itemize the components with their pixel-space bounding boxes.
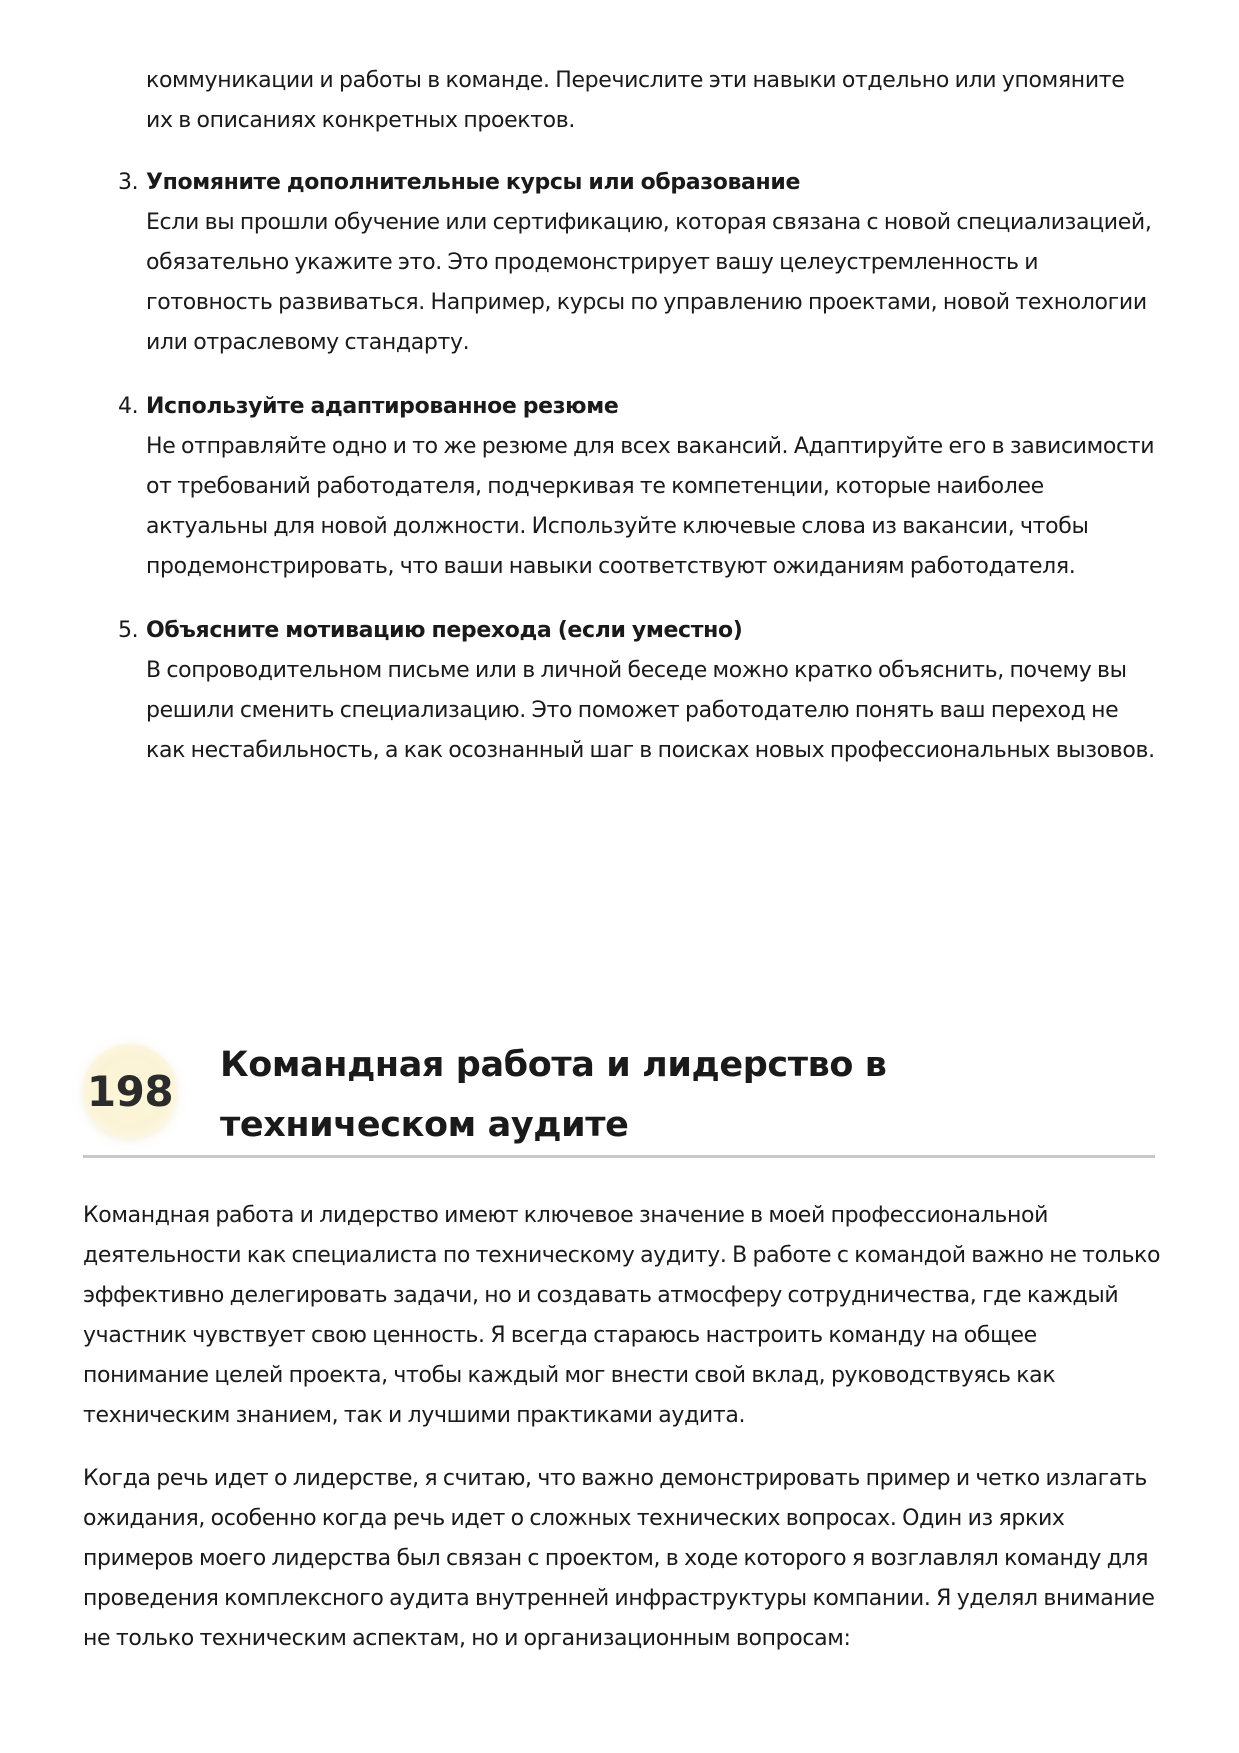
section-body [83,1196,1163,1682]
list-item-text: Если вы прошли обучение или сертификацию, которая связана с новой специализацией, обязательно укажите это. Это продемонстрирует вашу целеустремленность и готовность развиваться. Например, курсы по управлению проектами, новой технологии или отраслевому стандарту. [146,210,1152,355]
list-item-number: 5. [118,618,139,643]
list-item [0,163,1156,363]
tips-list [0,163,1156,795]
list-item-title: Упомяните дополнительные курсы или образование [146,170,801,195]
list-item-text: Не отправляйте одно и то же резюме для всех вакансий. Адаптируйте его в зависимости от требований работодателя, подчеркивая те компетенции, которые наиболее актуальны для новой должности. Используйте ключевые слова из вакансии, чтобы продемонстрировать, что ваши навыки соответствуют ожиданиям работодателя. [146,434,1155,579]
list-item [0,611,1156,771]
section-title: Командная работа и лидерство в техническом аудите [220,1045,887,1145]
continued-paragraph: коммуникации и работы в команде. Перечислите эти навыки отдельно или упомяните их в описаниях конкретных проектов. [146,68,1125,133]
list-item-title: Объясните мотивацию перехода (если уместно) [146,618,743,643]
list-item-number: 4. [118,394,139,419]
list-item [0,387,1156,587]
list-item-number: 3. [118,170,139,195]
section-number-badge: 198 [83,1044,177,1138]
list-item-title: Используйте адаптированное резюме [146,394,619,419]
body-paragraph: Когда речь идет о лидерстве, я считаю, что важно демонстрировать пример и четко излагать ожидания, особенно когда речь идет о сложных технических вопросах. Один из ярких примеров моего лидерства был связан с проектом, в ходе которого я возглавлял команду для проведения комплексного аудита внутренней инфраструктуры компании. Я уделял внимание не только техническим аспектам, но и организационным вопросам: [83,1466,1155,1651]
section-header [83,1030,1155,1158]
body-paragraph: Командная работа и лидерство имеют ключевое значение в моей профессиональной деятельности как специалиста по техническому аудиту. В работе с командой важно не только эффективно делегировать задачи, но и создавать атмосферу сотрудничества, где каждый участник чувствует свою ценность. Я всегда стараюсь настроить команду на общее понимание целей проекта, чтобы каждый мог внести свой вклад, руководствуясь как техническим знанием, так и лучшими практиками аудита. [83,1203,1161,1428]
list-item-text: В сопроводительном письме или в личной беседе можно кратко объяснить, почему вы решили сменить специализацию. Это поможет работодателю понять ваш переход не как нестабильность, а как осознанный шаг в поисках новых профессиональных вызовов. [146,658,1155,763]
